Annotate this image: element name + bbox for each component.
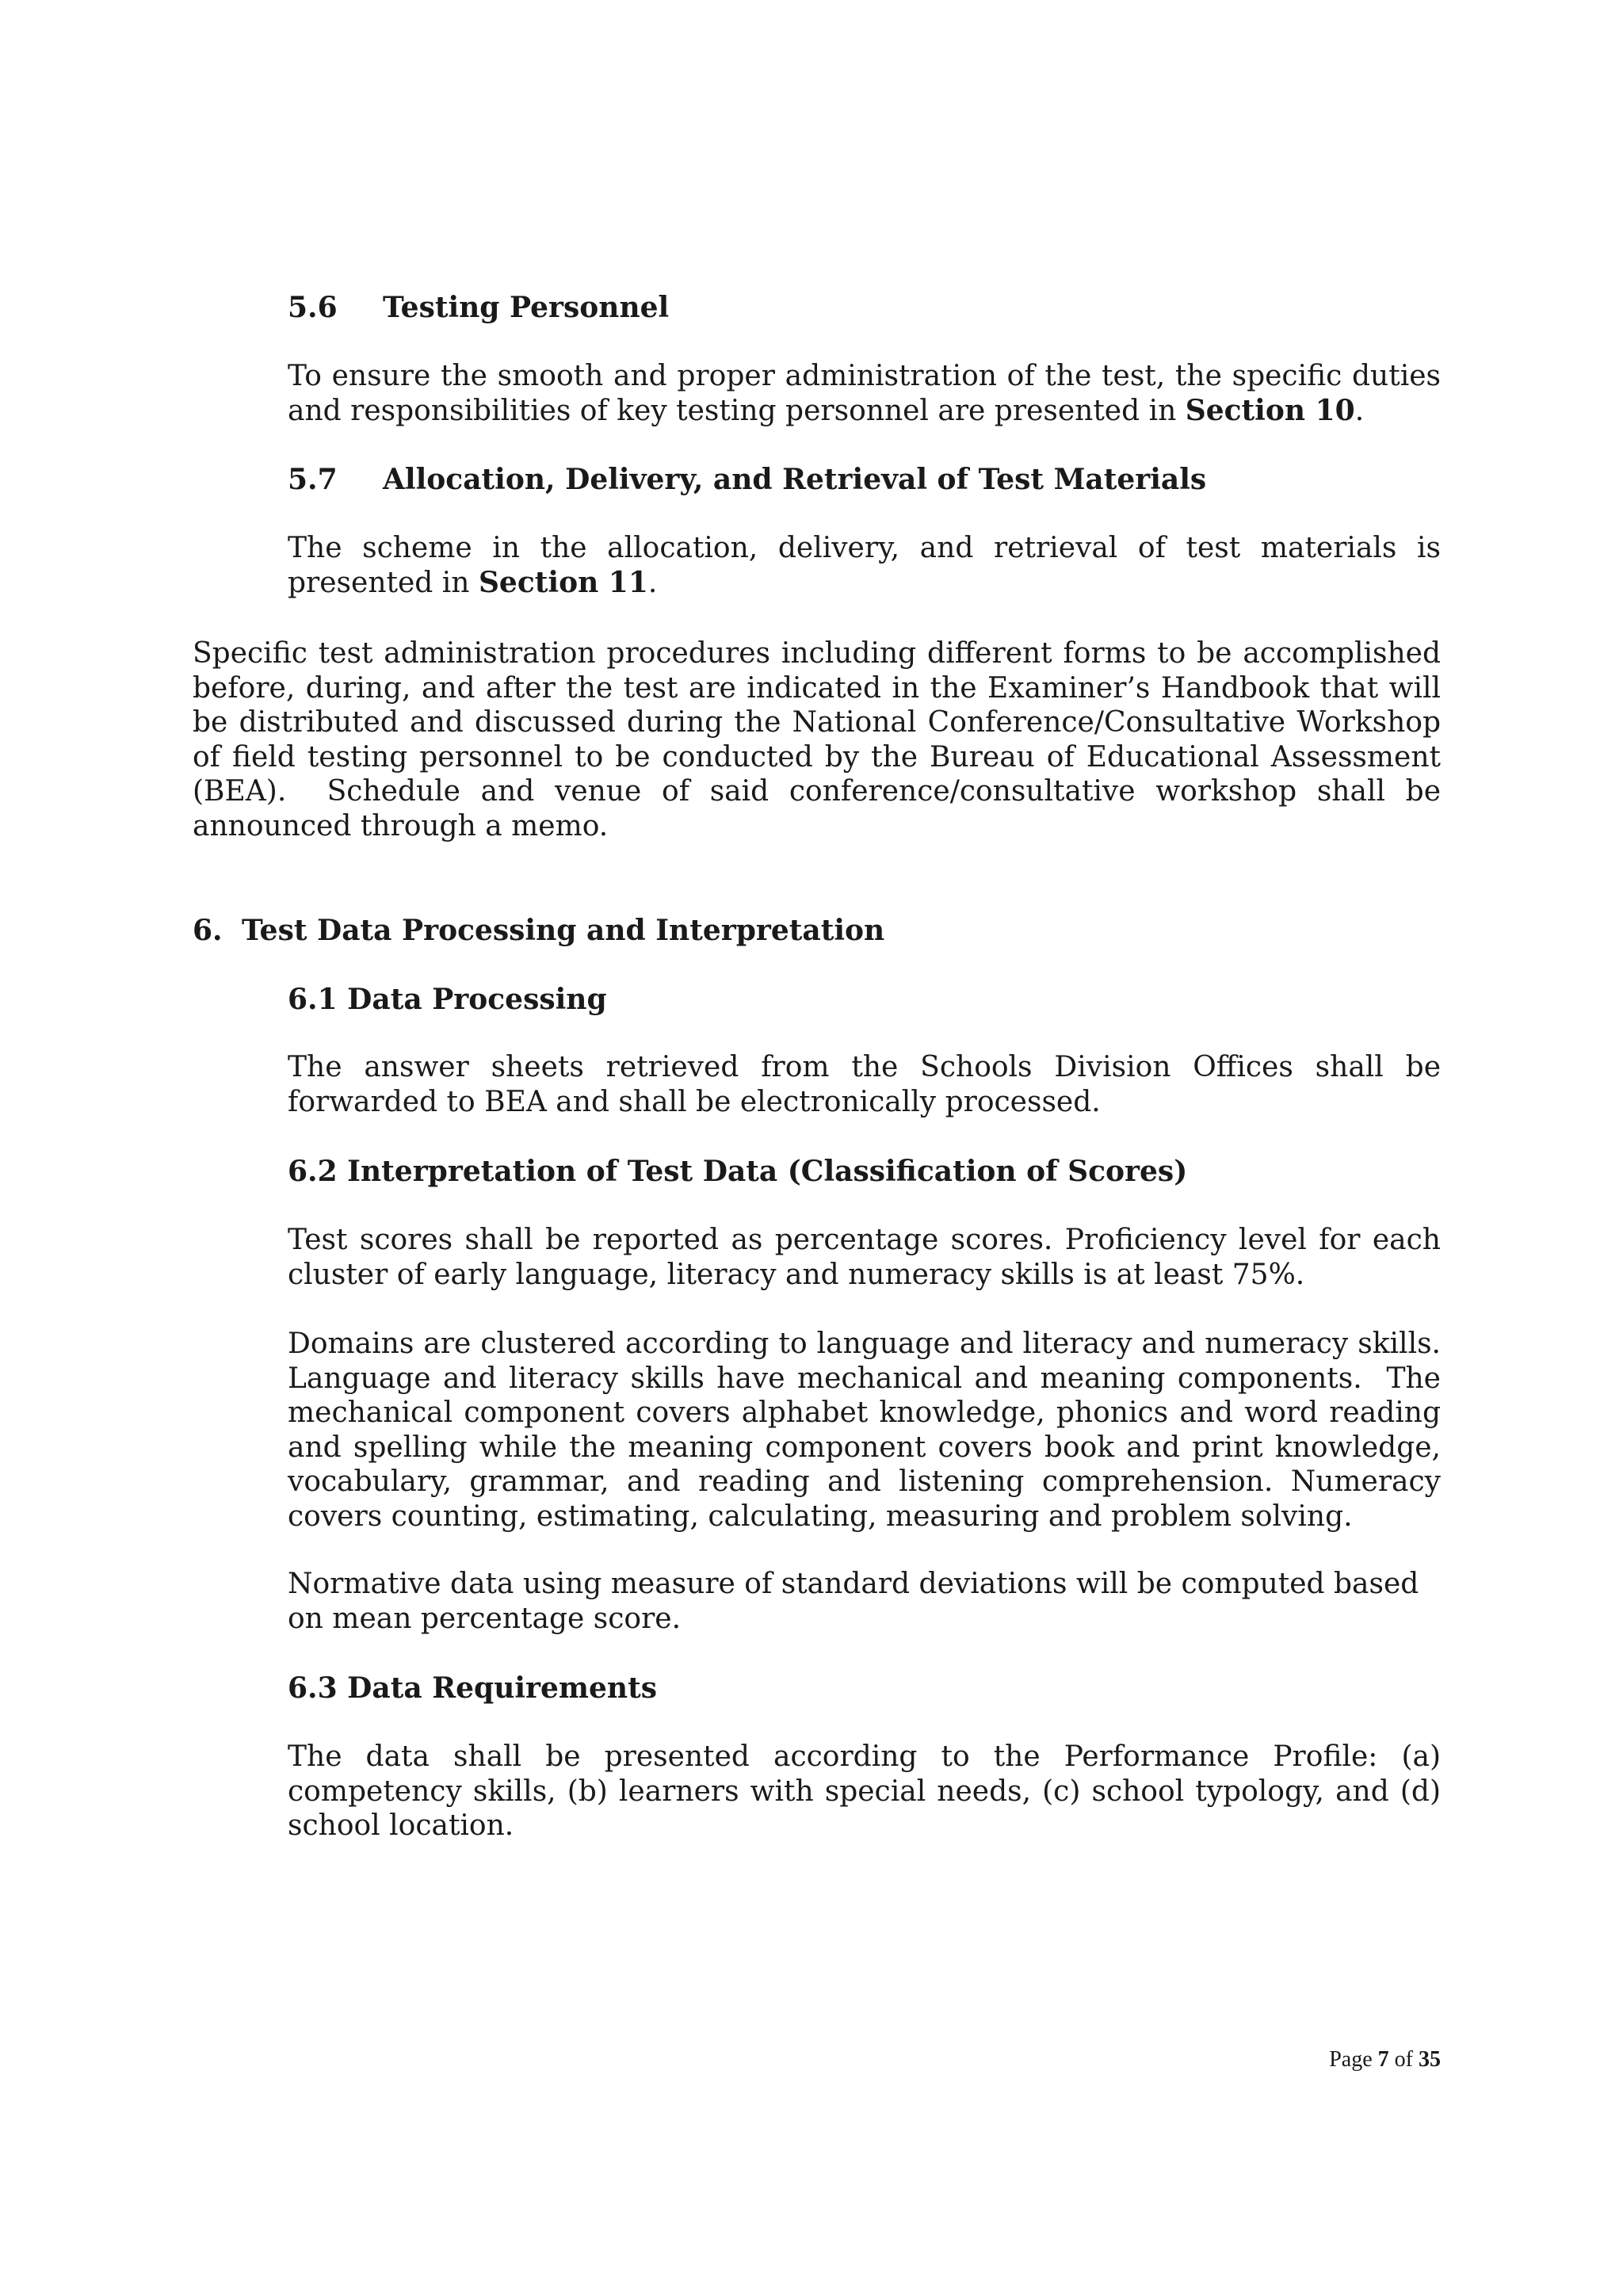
paragraph-line: on mean percentage score. (288, 1602, 682, 1635)
paragraph-line: and spelling while the meaning component covers book and print knowledge, (288, 1431, 1441, 1464)
section-reference: Section 11 (478, 565, 648, 599)
paragraph-line: To ensure the smooth and proper administration of the test, the specific duties (288, 360, 1441, 392)
paragraph-line: vocabulary, grammar, and reading and listening comprehension. Numeracy (288, 1465, 1441, 1498)
paragraph-line: announced through a memo. (193, 809, 609, 842)
paragraph-line: school location. (288, 1809, 514, 1842)
paragraph-line: be distributed and discussed during the National Conference/Consultative Workshop (193, 706, 1441, 739)
paragraph-6-2-scores (288, 1223, 1441, 1292)
paragraph-procedures (193, 636, 1441, 843)
paragraph-line: covers counting, estimating, calculating, measuring and problem solving. (288, 1499, 1353, 1533)
paragraph-6-2-domains (288, 1327, 1441, 1534)
paragraph-5-6 (288, 359, 1441, 428)
heading-5-7-number: 5.7 (288, 463, 338, 496)
heading-5-7-title: Allocation, Delivery, and Retrieval of Test Materials (383, 463, 1207, 496)
heading-6-1: 6.1 Data Processing (288, 983, 607, 1016)
paragraph-text: presented in (288, 566, 479, 599)
page-number-footer (1329, 2046, 1441, 2073)
paragraph-text: . (1354, 394, 1365, 427)
paragraph-line: mechanical component covers alphabet knowledge, phonics and word reading (288, 1396, 1441, 1429)
paragraph-5-7 (288, 531, 1441, 600)
paragraph-line (288, 566, 1441, 601)
paragraph-line: The scheme in the allocation, delivery, and retrieval of test materials is (288, 532, 1441, 564)
paragraph-line: competency skills, (b) learners with special needs, (c) school typology, and (d) (288, 1775, 1441, 1808)
heading-6-2: 6.2 Interpretation of Test Data (Classification of Scores) (288, 1155, 1188, 1188)
paragraph-line: Domains are clustered according to language and literacy and numeracy skills. (288, 1328, 1441, 1360)
paragraph-line: before, during, and after the test are indicated in the Examiner’s Handbook that will (193, 671, 1441, 705)
paragraph-line: forwarded to BEA and shall be electronically processed. (288, 1085, 1101, 1118)
of-label: of (1394, 2047, 1413, 2072)
section-reference: Section 10 (1185, 393, 1355, 427)
heading-6-3: 6.3 Data Requirements (288, 1671, 657, 1705)
heading-6-number: 6. (193, 914, 223, 947)
paragraph-text: and responsibilities of key testing personnel are presented in (288, 394, 1186, 427)
paragraph-text: . (647, 566, 658, 599)
heading-6 (193, 913, 884, 948)
paragraph-line: Normative data using measure of standard deviations will be computed based (288, 1568, 1419, 1600)
paragraph-line: The answer sheets retrieved from the Schools Division Offices shall be (288, 1051, 1441, 1083)
total-pages: 35 (1419, 2047, 1441, 2072)
heading-5-6-number: 5.6 (288, 291, 338, 324)
paragraph-line: of field testing personnel to be conducted by the Bureau of Educational Assessment (193, 740, 1441, 774)
heading-5-6-title: Testing Personnel (383, 291, 670, 324)
heading-5-7 (288, 462, 1206, 497)
paragraph-line: Language and literacy skills have mechanical and meaning components. The (288, 1362, 1441, 1395)
paragraph-line: Specific test administration procedures including different forms to be accomplished (193, 637, 1441, 670)
paragraph-line: The data shall be presented according to the Performance Profile: (a) (288, 1740, 1441, 1773)
paragraph-6-3 (288, 1740, 1441, 1843)
paragraph-line: (BEA). Schedule and venue of said conference/consultative workshop shall be (193, 775, 1441, 808)
page-label: Page (1329, 2047, 1373, 2072)
heading-6-title: Test Data Processing and Interpretation (242, 914, 885, 947)
paragraph-line: cluster of early language, literacy and numeracy skills is at least 75%. (288, 1258, 1305, 1291)
paragraph-6-2-normative (288, 1567, 1441, 1636)
heading-5-6 (288, 290, 669, 325)
paragraph-line: Test scores shall be reported as percentage scores. Proficiency level for each (288, 1224, 1441, 1256)
paragraph-6-1 (288, 1050, 1441, 1119)
current-page-number: 7 (1377, 2047, 1389, 2072)
paragraph-line (288, 394, 1441, 429)
